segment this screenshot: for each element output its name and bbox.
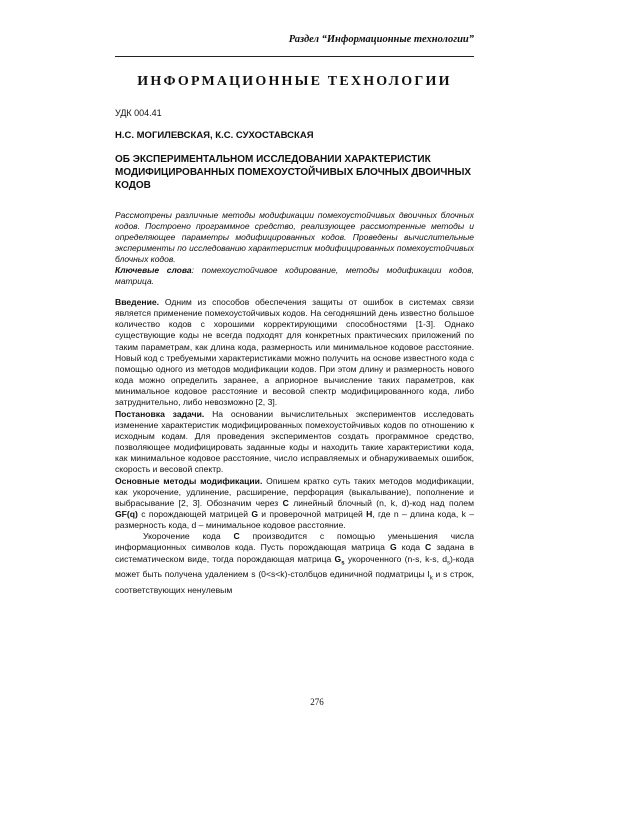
symbol-g: G <box>251 508 258 519</box>
symbol-c: C <box>282 497 289 508</box>
short-text: укороченного (n-s, k-s, d <box>344 553 448 564</box>
symbol-c: C <box>233 531 240 542</box>
short-text: производится с помощью уменьшения числа информационных символов кода. Пусть порождающая матрица <box>115 531 474 553</box>
task-lead: Постановка задачи. <box>115 408 205 419</box>
paragraph-shortening <box>115 531 474 596</box>
methods-text: , где n – длина кода, k – размерность кода, d – минимальное кодовое расстояние. <box>115 508 475 531</box>
short-text: и s строк, соответствующих ненулевым <box>115 569 474 596</box>
symbol-ds-sub: s <box>447 560 451 567</box>
page-number: 276 <box>310 697 324 707</box>
keywords-label: Ключевые слова <box>115 265 192 275</box>
abstract-text: Рассмотрены различные методы модификации помехоустойчивых двоичных блочных кодов. Построено программное средство, реализующее рассмотренные методы и определяющее параметры модифицированных кодов. Проведены вычислительные эксперименты по исследованию характеристик модифицированных помехоустойчивых блочных кодов. <box>115 210 474 264</box>
symbol-ik-sub: k <box>429 576 433 583</box>
methods-text: с порождающей матрицей <box>137 508 252 519</box>
symbol-g: G <box>390 542 397 553</box>
methods-text: и проверочной матрицей <box>258 508 367 519</box>
methods-text: Опишем кратко суть таких методов модификации, как укорочение, удлинение, расширение, перфорация (выкалывание), пополнение и выбрасывание [2, 3]. Обозначим через <box>115 475 474 508</box>
short-text: Укорочение кода <box>143 531 234 542</box>
symbol-gf: GF(q) <box>115 508 138 519</box>
section-heading: ИНФОРМАЦИОННЫЕ ТЕХНОЛОГИИ <box>137 74 452 89</box>
symbol-gs-sub: s <box>341 560 345 567</box>
paper-title: ОБ ЭКСПЕРИМЕНТАЛЬНОМ ИССЛЕДОВАНИИ ХАРАКТЕРИСТИК МОДИФИЦИРОВАННЫХ ПОМЕХОУСТОЙЧИВЫХ БЛОЧНЫХ ДВОИЧНЫХ КОДОВ <box>115 154 472 191</box>
intro-text: Одним из способов обеспечения защиты от ошибок в системах связи является применение помехоустойчивых кодов. На сегодняшний день известно большое количество кодов с хорошими корректирующими способностями [1-3]. Однако существующие коды не всегда подходят для конкретных практических приложений по таким параметрам, как длина кода, размерность или минимальное кодовое расстояние. Новый код с требуемыми характеристиками можно получить на основе известного кода с помощью одного из методов модификации кодов. При этом длину и размерность нового кода можно определить заранее, а априорное вычисление таких параметров, как минимальное кодовое расстояние и весовой спектр модифицированного кода, либо затруднительно, либо невозможно [2, 3]. <box>115 297 475 408</box>
short-text: )-кода может быть получена удалением s (0<s<k)-столбцов единичной подматрицы I <box>115 553 474 580</box>
udk-code: УДК 004.41 <box>115 108 162 118</box>
task-text: На основании вычислительных экспериментов исследовать изменение характеристик модифицированных помехоустойчивых кодов по отношению к исходным кодам. Для проведения экспериментов создать программное средство, позволяющее модифицировать заданные коды и находить такие характеристики кода, как минимальное кодовое расстояние, число исправляемых и обнаруживаемых ошибок, скорость и весовой спектр. <box>115 408 475 475</box>
symbol-h: H <box>366 508 373 519</box>
methods-text: линейный блочный (n, k, d)-код над полем <box>288 497 474 508</box>
short-text: кода <box>396 542 426 553</box>
body-text <box>115 297 474 597</box>
symbol-c: C <box>425 542 432 553</box>
methods-lead: Основные методы модификации. <box>115 475 263 486</box>
symbol-gs-base: G <box>334 553 342 564</box>
keywords <box>115 265 474 287</box>
keywords-text: : помехоустойчивое кодирование, методы модификации кодов, матрица. <box>115 265 475 286</box>
intro-lead: Введение. <box>115 297 160 307</box>
paragraph-methods <box>115 476 474 532</box>
paragraph-task <box>115 409 474 476</box>
paragraph-intro <box>115 297 474 409</box>
abstract <box>115 210 474 287</box>
running-header: Раздел “Информационные технологии” <box>288 34 474 45</box>
short-text: задана в систематическом виде, тогда порождающая матрица <box>115 542 474 564</box>
symbol-gs <box>334 553 345 567</box>
authors: Н.С. МОГИЛЕВСКАЯ, К.С. СУХОСТАВСКАЯ <box>115 130 314 141</box>
header-rule <box>115 56 474 57</box>
